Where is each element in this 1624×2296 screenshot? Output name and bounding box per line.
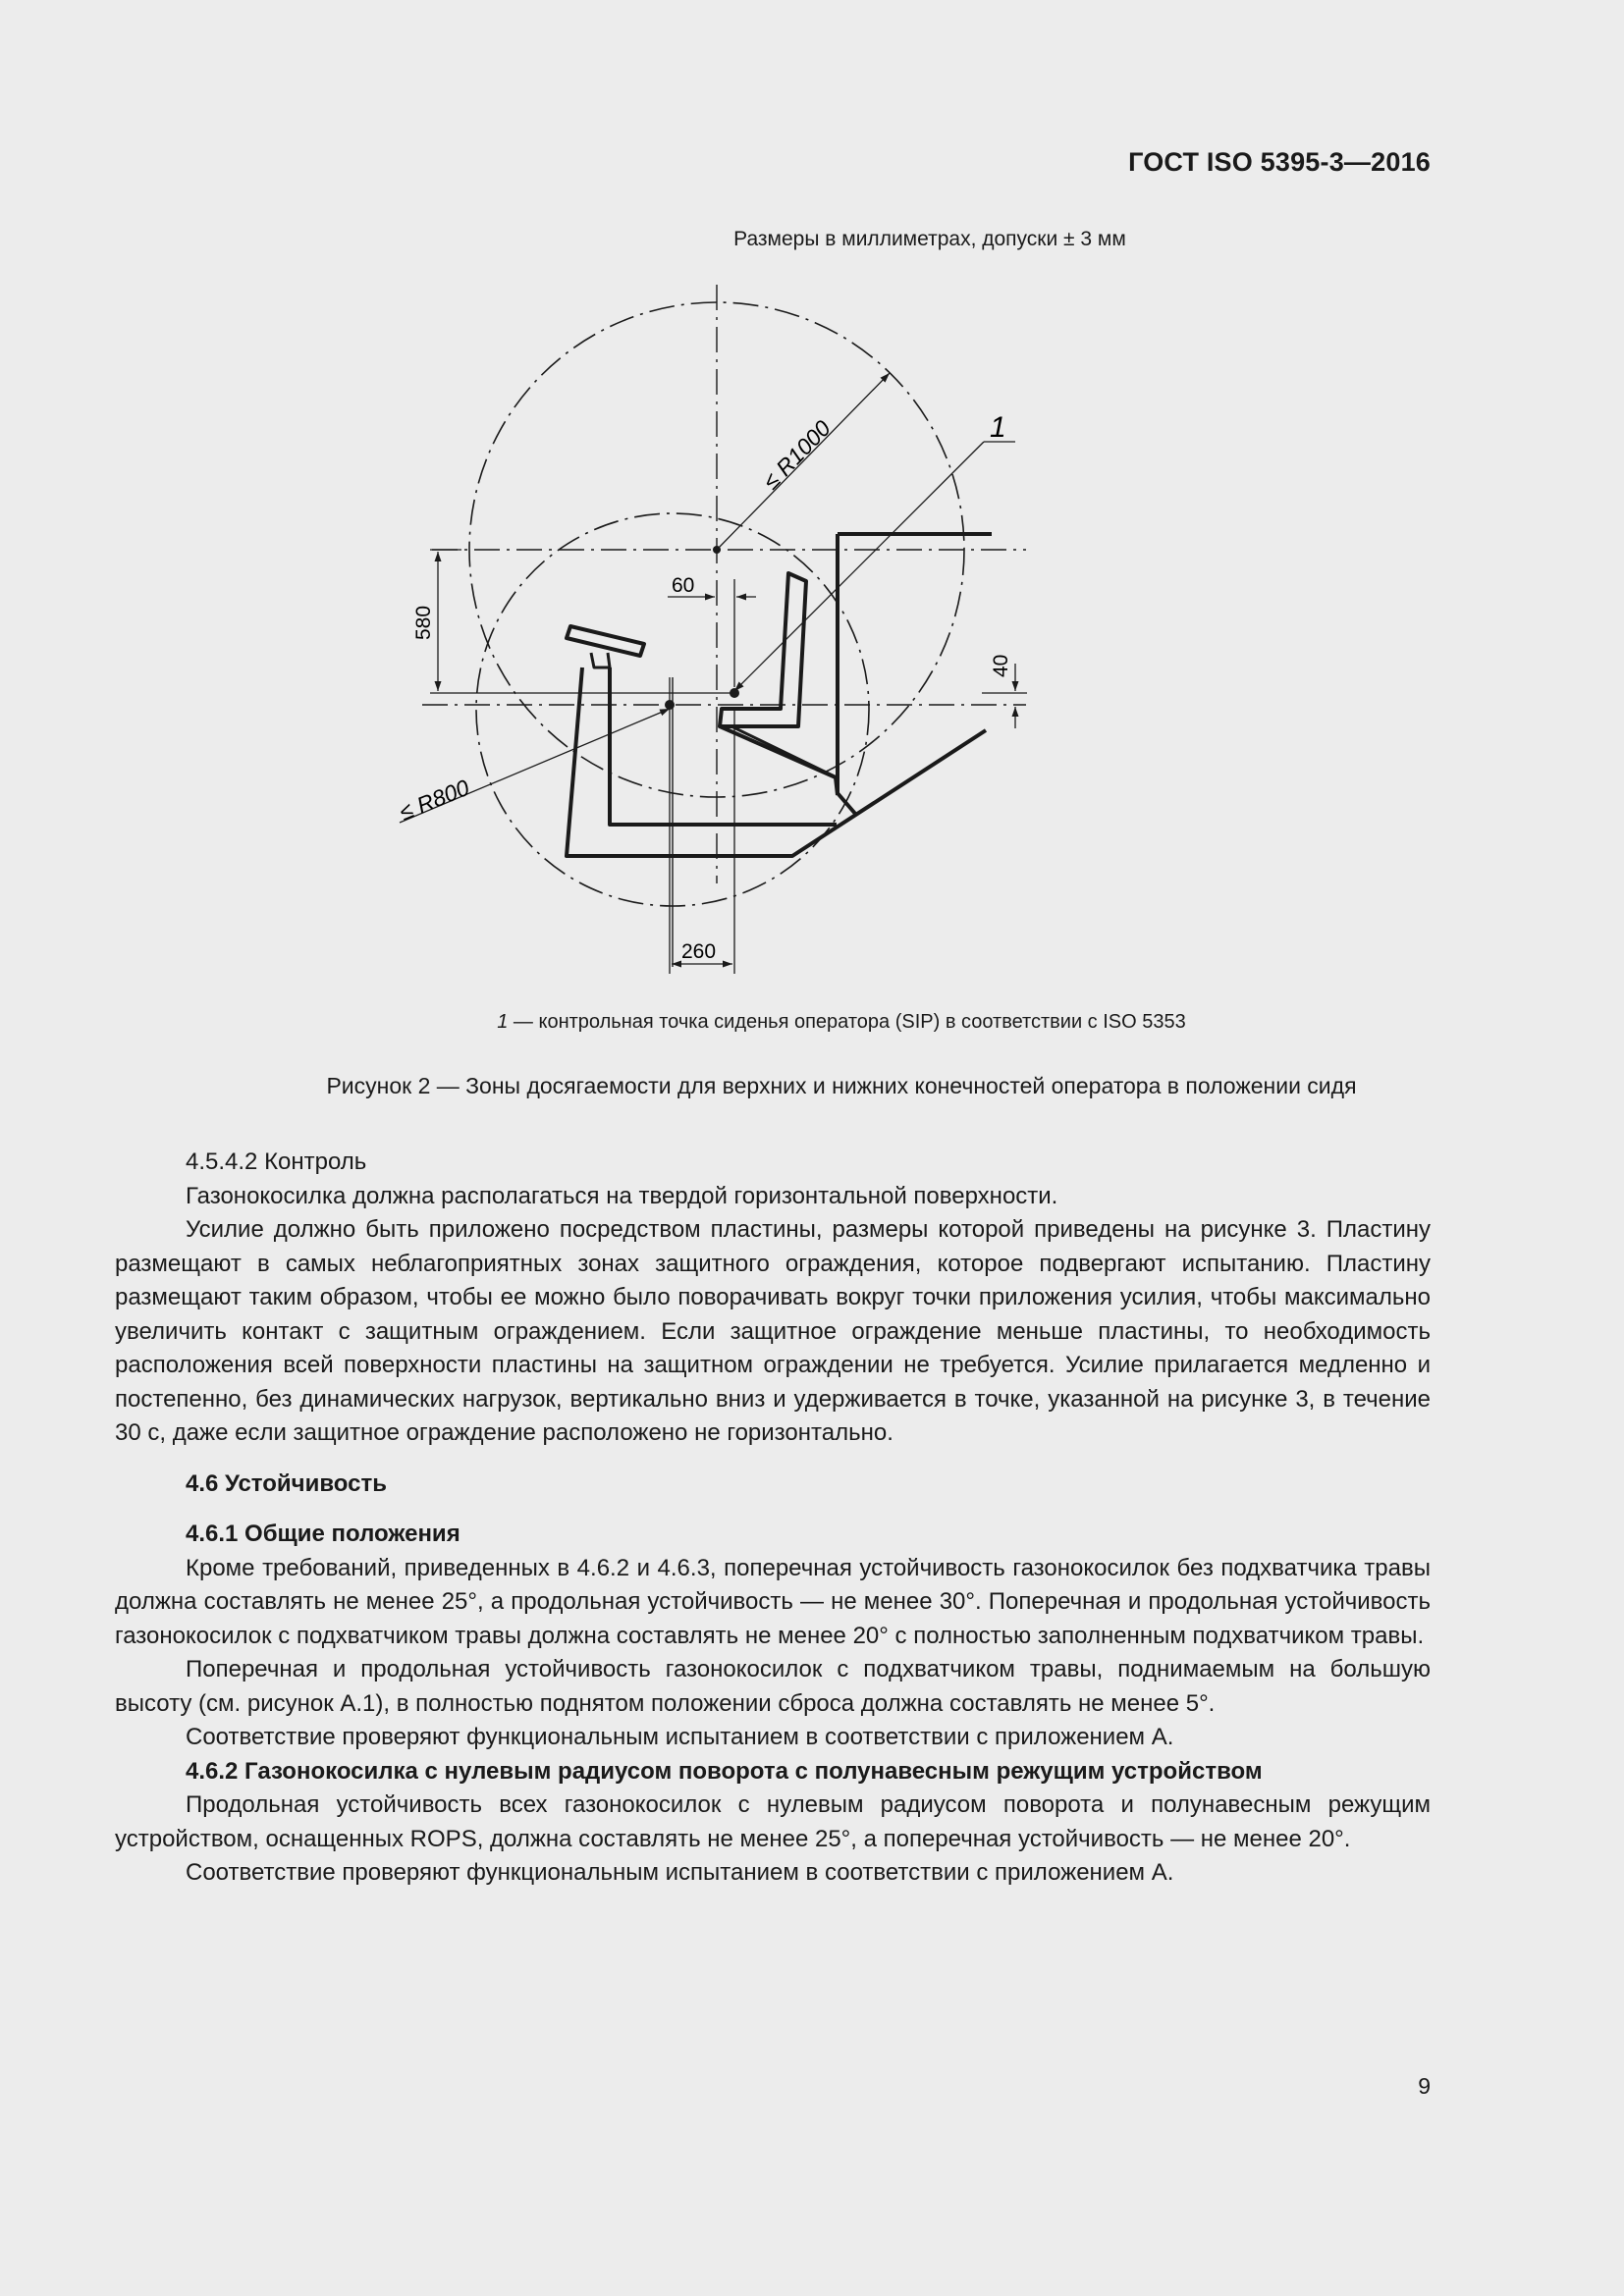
- document-code: ГОСТ ISO 5395-3—2016: [1128, 147, 1431, 177]
- reach-center-point: [713, 546, 721, 554]
- figure-legend: [0, 1011, 1624, 1034]
- figure-caption: Рисунок 2 — Зоны досягаемости для верхних и нижних конечностей оператора в положении сидя: [326, 1073, 1357, 1098]
- seat-index-point: [730, 688, 739, 698]
- callout-label: 1: [990, 411, 1006, 444]
- dimension-label-260: 260: [681, 940, 717, 963]
- section-4-5-4-2-title: 4.5.4.2 Контроль: [186, 1148, 367, 1175]
- body-text: [115, 1146, 1431, 1891]
- page-number: 9: [1418, 2073, 1431, 2099]
- paragraph: Продольная устойчивость всех газонокосилок с нулевым радиусом поворота и полунавесным режущим устройством, оснащенных ROPS, должна составлять не менее 25°, а поперечная устойчивость — не менее 20°.: [115, 1791, 1431, 1852]
- section-heading-4-6-1: 4.6.1 Общие положения: [186, 1521, 460, 1547]
- radius-label-r800: ≤ R800: [396, 774, 473, 826]
- paragraph: Соответствие проверяют функциональным испытанием в соответствии с приложением А.: [186, 1859, 1174, 1886]
- paragraph: Соответствие проверяют функциональным испытанием в соответствии с приложением А.: [186, 1724, 1174, 1750]
- mower-outline: [567, 534, 992, 856]
- legend-text: — контрольная точка сиденья оператора (SIP) в соответствии с ISO 5353: [508, 1011, 1186, 1033]
- legend-key: 1: [497, 1011, 509, 1033]
- heel-point: [665, 700, 675, 710]
- paragraph: Поперечная и продольная устойчивость газонокосилок с подхватчиком травы, поднимаемым на большую высоту (см. рисунок А.1), в полностью поднятом положении сброса должна составлять не менее 5°.: [115, 1656, 1431, 1717]
- dimensions-note: Размеры в миллиметрах, допуски ± 3 мм: [733, 228, 1126, 250]
- paragraph: Усилие должно быть приложено посредством пластины, размеры которой приведены на рисунке 3. Пластину размещают в самых неблагоприятных зонах защитного ограждения, которое подвергают испытанию. Пластину размещают таким образом, чтобы ее можно было поворачивать вокруг точки приложения усилия, чтобы максимально увеличить контакт с защитным ограждением. Если защитное ограждение меньше пластины, то необходимость расположения всей поверхности пластины на защитном ограждении не требуется. Усилие прилагается медленно и постепенно, без динамических нагрузок, вертикально вниз и удерживается в точке, указанной на рисунке 3, в течение 30 с, даже если защитное ограждение расположено не горизонтально.: [115, 1216, 1431, 1446]
- paragraph: Газонокосилка должна располагаться на твердой горизонтальной поверхности.: [186, 1182, 1058, 1209]
- figure-reach-zones: [0, 0, 1624, 1011]
- paragraph: Кроме требований, приведенных в 4.6.2 и 4.6.3, поперечная устойчивость газонокосилок без подхватчика травы должна составлять не менее 25°, а продольная устойчивость — не менее 30°. Поперечная и продольная устойчивость газонокосилок с подхватчиком травы должна составлять не менее 20° с полностью заполненным подхватчиком травы.: [115, 1554, 1431, 1649]
- radius-label-r1000: ≤ R1000: [757, 414, 836, 495]
- section-heading-4-6-2: 4.6.2 Газонокосилка с нулевым радиусом поворота с полунавесным режущим устройством: [186, 1757, 1263, 1785]
- dimension-label-60: 60: [672, 574, 695, 597]
- dimension-label-580: 580: [412, 605, 435, 640]
- dimension-label-40: 40: [990, 654, 1012, 677]
- section-heading-4-6: 4.6 Устойчивость: [186, 1469, 387, 1497]
